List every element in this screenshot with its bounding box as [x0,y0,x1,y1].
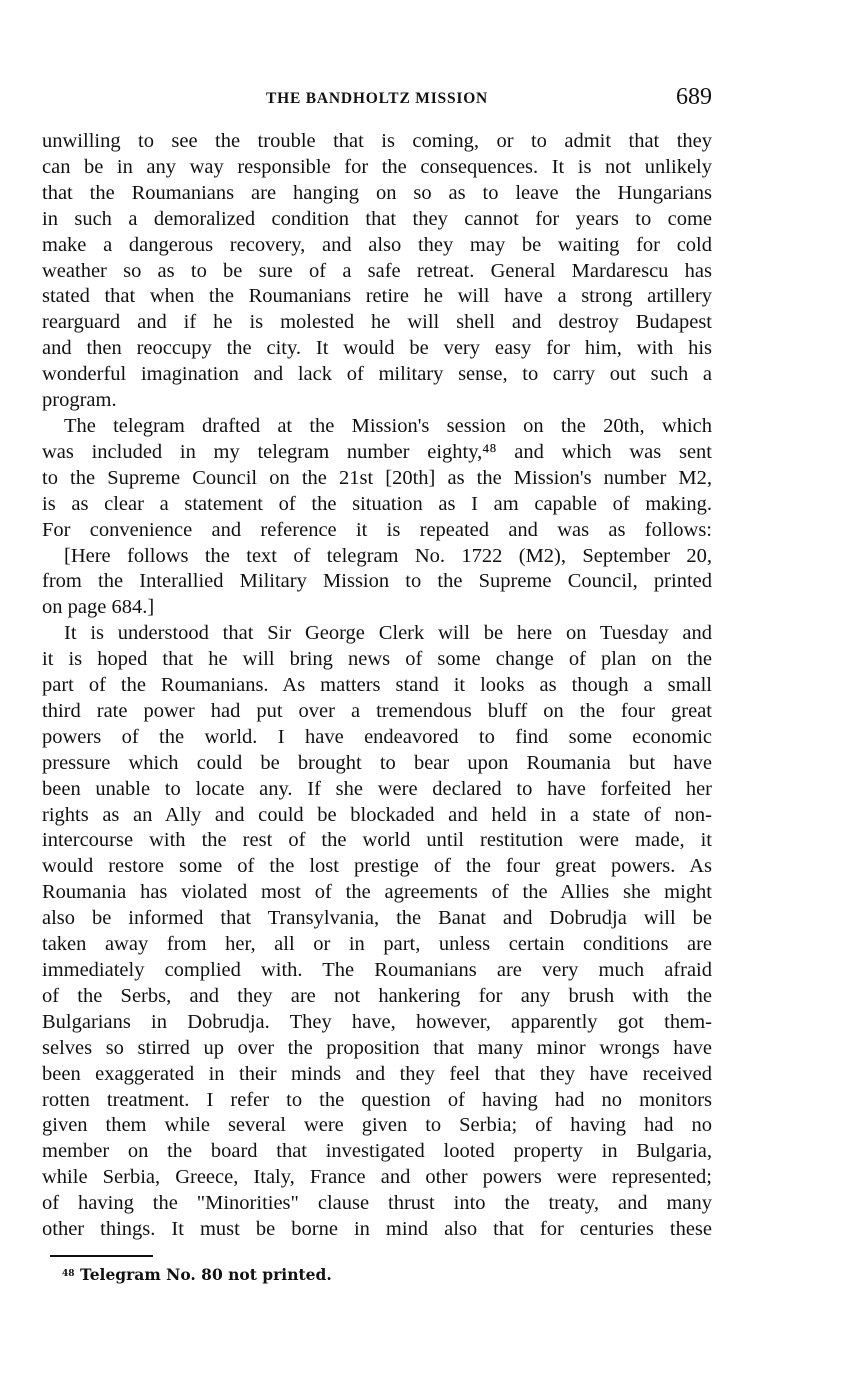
text-line: stated that when the Roumanians retire he will have a strong artillery [42,285,712,308]
text-line: powers of the world. I have endeavored to find some economic [42,725,712,748]
text-line: given them while several were given to Serbia; of having had no [42,1114,712,1137]
text-line: [Here follows the text of telegram No. 1722 (M2), September 20, [64,544,712,567]
text-line: can be in any way responsible for the consequences. It is not unlikely [42,155,712,178]
text-line: also be informed that Transylvania, the Banat and Dobrudja will be [42,907,712,930]
text-line: intercourse with the rest of the world until restitution were made, it [42,829,712,852]
footnote [62,1265,332,1284]
text-line: Bulgarians in Dobrudja. They have, however, apparently got them- [42,1010,712,1033]
text-line: rights as an Ally and could be blockaded and held in a state of non- [42,803,712,826]
text-line: is as clear a statement of the situation as I am capable of making. [42,492,712,515]
text-line: weather so as to be sure of a safe retreat. General Mardarescu has [42,259,712,282]
text-line: member on the board that investigated looted property in Bulgaria, [42,1140,712,1163]
text-line: selves so stirred up over the proposition that many minor wrongs have [42,1036,712,1059]
text-line: part of the Roumanians. As matters stand it looks as though a small [42,674,712,697]
text-line: from the Interallied Military Mission to the Supreme Council, printed [42,570,712,593]
text-line: pressure which could be brought to bear upon Roumania but have [42,751,712,774]
text-line: unwilling to see the trouble that is coming, or to admit that they [42,130,712,152]
running-head: THE BANDHOLTZ MISSION [265,90,489,107]
footnote-text: Telegram No. 80 not printed. [79,1265,332,1284]
text-line: of the Serbs, and they are not hankering for any brush with the [42,984,712,1007]
text-line: Roumania has violated most of the agreements of the Allies she might [42,881,712,904]
text-line: was included in my telegram number eighty,⁴⁸ and which was sent [42,440,712,463]
text-line: while Serbia, Greece, Italy, France and other powers were represented; [42,1166,712,1189]
page-header [42,84,712,114]
text-line: immediately complied with. The Roumanians are very much afraid [42,959,712,981]
text-line: It is understood that Sir George Clerk will be here on Tuesday and [64,622,712,645]
text-line: and then reoccupy the city. It would be very easy for him, with his [42,337,712,360]
text-line: third rate power had put over a tremendous bluff on the four great [42,699,712,722]
text-line: in such a demoralized condition that they cannot for years to come [42,207,712,230]
text-line: make a dangerous recovery, and also they may be waiting for cold [42,233,712,256]
footnote-marker: 48 [62,1269,75,1279]
text-line: rotten treatment. I refer to the question of having had no monitors [42,1088,712,1111]
text-line: wonderful imagination and lack of military sense, to carry out such a [42,363,712,386]
text-line: been exaggerated in their minds and they feel that they have received [42,1062,712,1085]
text-line: rearguard and if he is molested he will shell and destroy Budapest [42,311,712,334]
text-line: For convenience and reference it is repeated and was as follows: [42,518,712,541]
text-line: that the Roumanians are hanging on so as to leave the Hungarians [42,181,712,204]
text-line: program. [42,389,117,412]
body-text [42,129,712,1243]
text-line: it is hoped that he will bring news of some change of plan on the [42,648,712,671]
text-line: taken away from her, all or in part, unless certain conditions are [42,933,712,956]
footnote-divider [50,1255,153,1257]
text-line: The telegram drafted at the Mission's session on the 20th, which [64,414,712,437]
text-line: to the Supreme Council on the 21st [20th] as the Mission's number M2, [42,466,712,489]
text-line: would restore some of the lost prestige of the four great powers. As [42,855,712,878]
text-line: other things. It must be borne in mind also that for centuries these [42,1218,712,1241]
text-line: been unable to locate any. If she were declared to have forfeited her [42,777,712,800]
text-line: on page 684.] [42,596,155,619]
page-number: 689 [676,84,712,110]
text-line: of having the "Minorities" clause thrust into the treaty, and many [42,1192,712,1215]
